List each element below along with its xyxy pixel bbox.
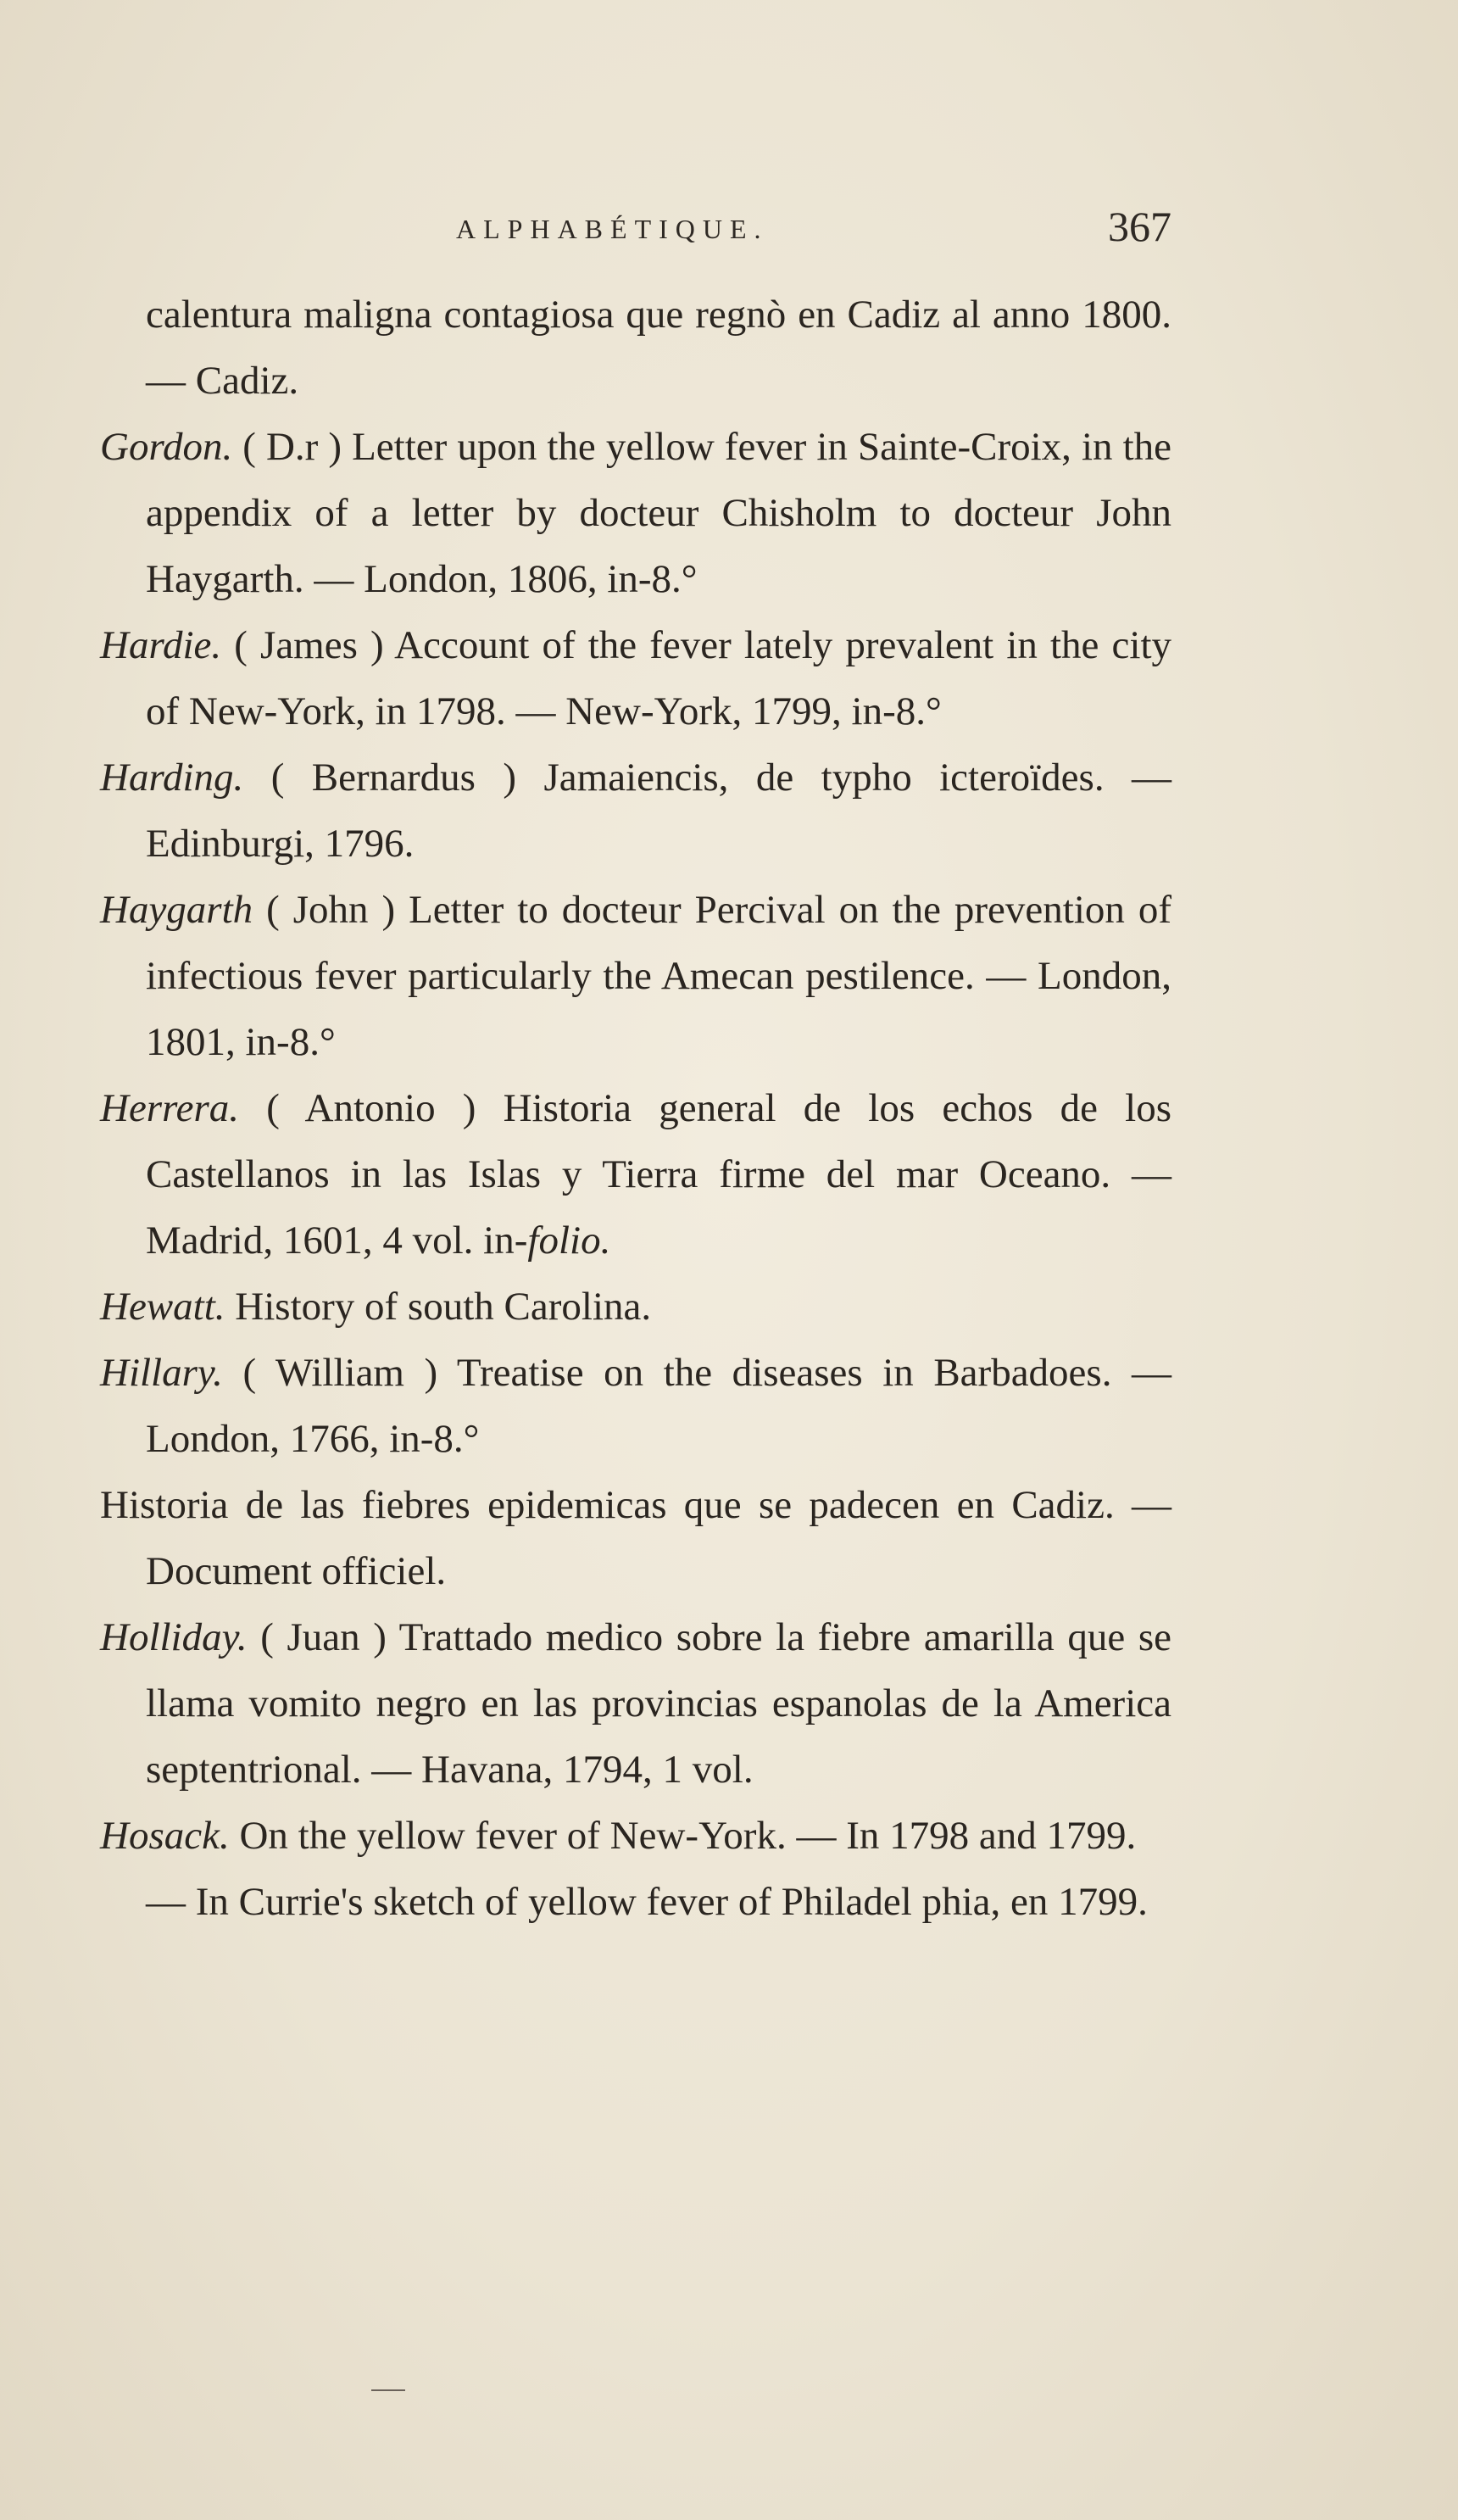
page-number: 367: [1108, 203, 1171, 250]
bibliography-entry-hosack: [100, 1803, 1171, 1869]
entry-author: Holliday.: [100, 1615, 248, 1659]
entry-text: — In Currie's sketch of yellow fever of Philadel phia, en 1799.: [146, 1880, 1148, 1924]
entry-author: Gordon.: [100, 425, 233, 469]
page-header: [100, 202, 1171, 261]
entry-text: ( John ) Letter to docteur Percival on the prevention of infectious fever particularly the Amecan pestilence. — London, 1801, in-8.°: [146, 888, 1172, 1064]
entry-author: Hewatt.: [100, 1285, 225, 1329]
bibliography-entry-hillary: [100, 1340, 1171, 1472]
entry-author: Hardie.: [100, 623, 222, 667]
bibliography-entry-gordon: [100, 414, 1171, 612]
bibliography-entry-harding: [100, 744, 1171, 877]
entry-author: Harding.: [100, 755, 244, 800]
entry-text: ( Juan ) Trattado medico sobre la fiebre amarilla que se llama vomito negro en las provincias espanolas de la America septentrional. — Havana, 1794, 1 vol.: [146, 1615, 1172, 1792]
bibliography-entry-holliday: [100, 1604, 1171, 1803]
entry-author: Herrera.: [100, 1086, 240, 1130]
entry-author: Hosack.: [100, 1814, 230, 1858]
bibliography-entry-historia: [100, 1472, 1171, 1604]
entry-text: History of south Carolina.: [235, 1285, 652, 1329]
entry-text: ( D.r ) Letter upon the yellow fever in Sainte-Croix, in the appendix of a letter by docteur Chisholm to docteur John Haygarth. — London, 1806, in-8.°: [146, 425, 1171, 601]
footer-dash: [371, 2389, 405, 2391]
bibliography-entry-haygarth: [100, 877, 1171, 1075]
bibliography-list: [100, 282, 1171, 1935]
entry-text: On the yellow fever of New-York. — In 1798 and 1799.: [239, 1814, 1137, 1858]
entry-text: ( Antonio ) Historia general de los echos de los Castellanos in las Islas y Tierra firme del mar Oceano. — Madrid, 1601, 4 vol. in-: [146, 1086, 1171, 1263]
entry-author: Hillary.: [100, 1351, 223, 1395]
running-title: ALPHABÉTIQUE.: [456, 214, 769, 244]
bibliography-sub-entry: [100, 1869, 1171, 1935]
entry-italic-format: folio.: [527, 1218, 611, 1263]
entry-text: calentura maligna contagiosa que regnò en Cadiz al anno 1800. — Cadiz.: [146, 293, 1171, 403]
entry-text: Historia de las fiebres epidemicas que se padecen en Cadiz. — Document officiel.: [100, 1483, 1171, 1593]
entry-text: ( William ) Treatise on the diseases in Barbadoes. — London, 1766, in-8.°: [146, 1351, 1172, 1461]
entry-text: ( Bernardus ) Jamaiencis, de typho icteroïdes. — Edinburgi, 1796.: [146, 755, 1171, 866]
bibliography-entry-hewatt: [100, 1274, 1171, 1340]
entry-author: Haygarth: [100, 888, 253, 932]
entry-text: ( James ) Account of the fever lately prevalent in the city of New-York, in 1798. — New-York, 1799, in-8.°: [146, 623, 1171, 733]
bibliography-entry-hardie: [100, 612, 1171, 744]
bibliography-entry-continuation: [100, 282, 1171, 414]
bibliography-entry-herrera: [100, 1075, 1171, 1274]
